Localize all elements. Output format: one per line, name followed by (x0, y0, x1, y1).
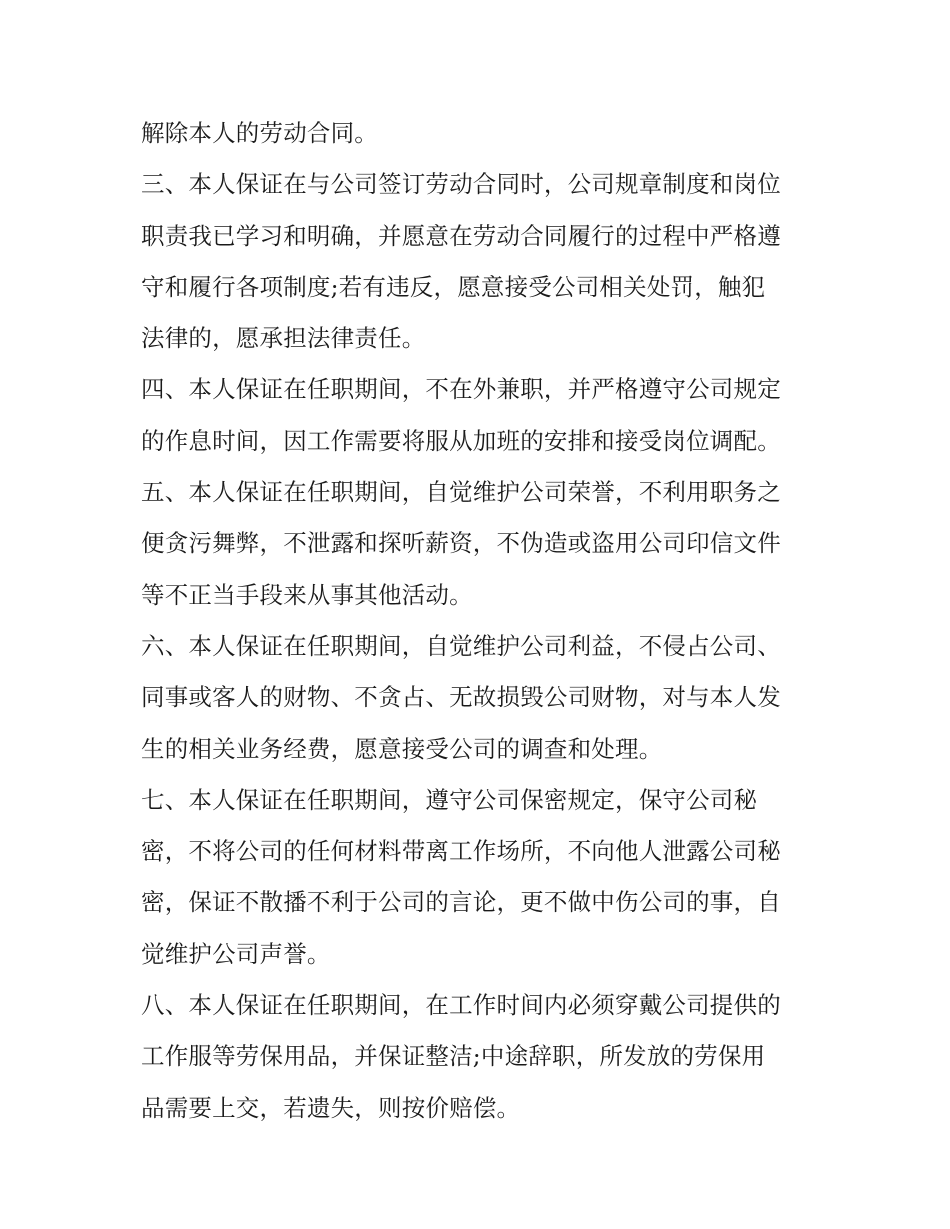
text-line: 密，保证不散播不利于公司的言论，更不做中伤公司的事，自 (141, 888, 781, 917)
text-line: 六、本人保证在任职期间，自觉维护公司利益，不侵占公司、 (141, 631, 781, 660)
text-line: 便贪污舞弊，不泄露和探听薪资，不伪造或盗用公司印信文件 (141, 529, 781, 558)
text-line: 密，不将公司的任何材料带离工作场所，不向他人泄露公司秘 (141, 837, 781, 866)
text-line: 工作服等劳保用品，并保证整洁;中途辞职，所发放的劳保用 (141, 1042, 766, 1071)
text-line: 守和履行各项制度;若有违反，愿意接受公司相关处罚，触犯 (141, 272, 766, 301)
text-line: 觉维护公司声誉。 (141, 939, 331, 968)
text-line: 的作息时间，因工作需要将服从加班的安排和接受岗位调配。 (141, 426, 781, 455)
text-line: 八、本人保证在任职期间，在工作时间内必须穿戴公司提供的 (141, 991, 781, 1020)
text-line: 五、本人保证在任职期间，自觉维护公司荣誉，不利用职务之 (141, 478, 781, 507)
document-body (141, 108, 821, 1134)
text-line: 四、本人保证在任职期间，不在外兼职，并严格遵守公司规定 (141, 375, 781, 404)
text-line: 七、本人保证在任职期间，遵守公司保密规定，保守公司秘 (141, 785, 758, 814)
text-line: 同事或客人的财物、不贪占、无故损毁公司财物，对与本人发 (141, 683, 781, 712)
text-line: 品需要上交，若遗失，则按价赔偿。 (141, 1093, 521, 1122)
text-line: 职责我已学习和明确，并愿意在劳动合同履行的过程中严格遵 (141, 221, 781, 250)
text-line: 法律的，愿承担法律责任。 (141, 324, 426, 353)
text-line: 三、本人保证在与公司签订劳动合同时，公司规章制度和岗位 (141, 170, 781, 199)
text-line: 解除本人的劳动合同。 (141, 119, 378, 147)
text-line: 生的相关业务经费，愿意接受公司的调查和处理。 (141, 734, 663, 763)
text-line: 等不正当手段来从事其他活动。 (141, 580, 473, 609)
